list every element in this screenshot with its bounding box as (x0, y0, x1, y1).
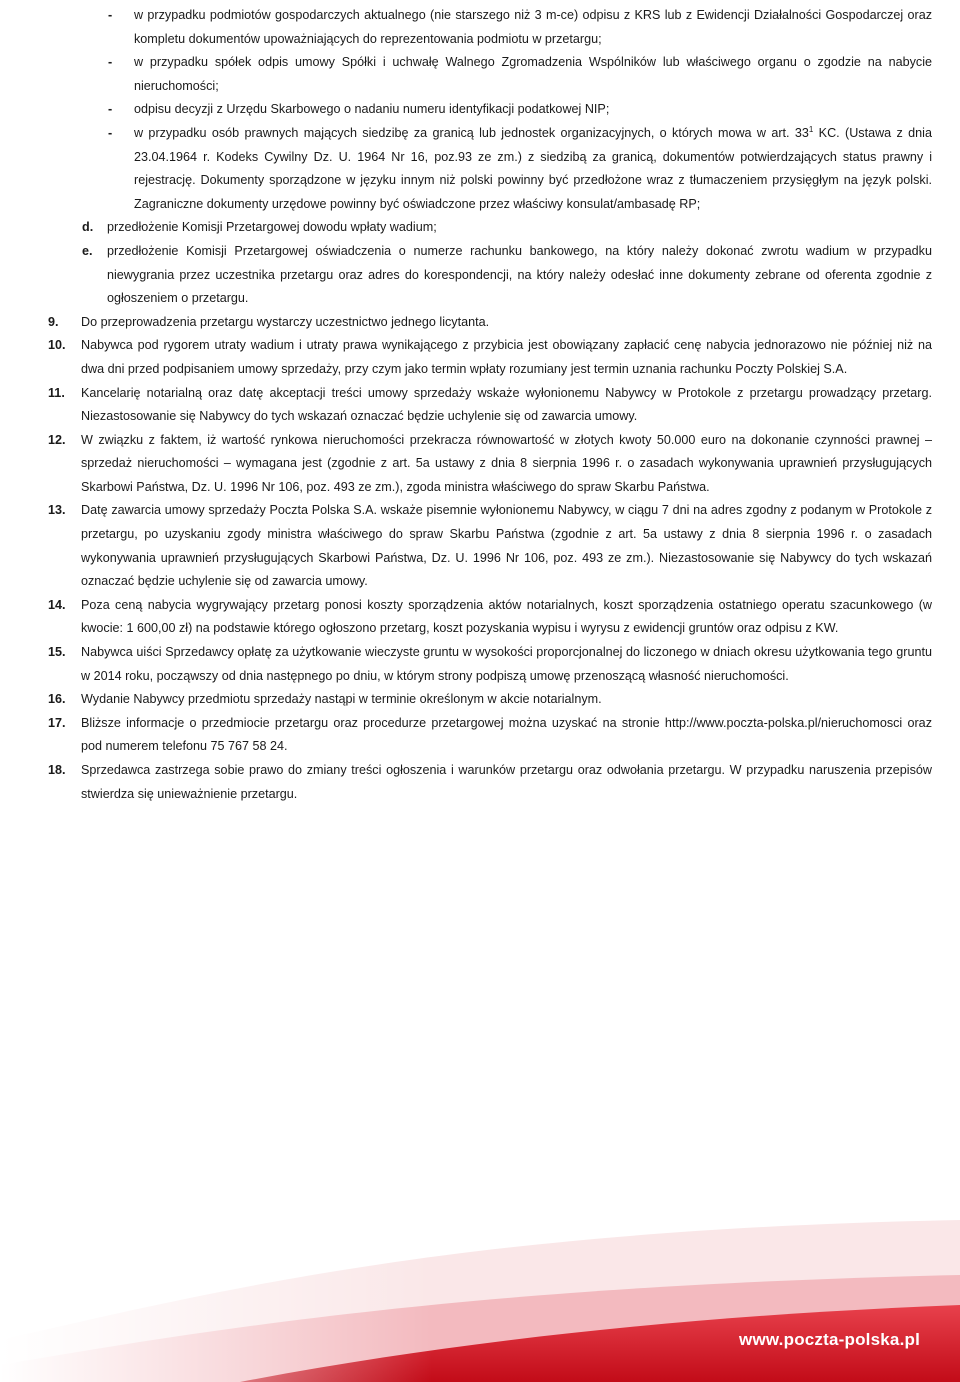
item-number: 18. (48, 763, 66, 777)
list-item-text: w przypadku spółek odpis umowy Spółki i uchwałę Walnego Zgromadzenia Wspólników lub właściwego organu o zgodzie na nabycie nieruchomości; (134, 55, 932, 93)
numbered-item-9 (48, 311, 932, 335)
item-number: 11. (48, 385, 65, 400)
list-item-text-continued: KC. (Ustawa z dnia 23.04.1964 r. Kodeks Cywilny Dz. U. 1964 Nr 16, poz.93 ze zm.) z siedzibą za granicą, dokumentów potwierdzających status prawny i rejestrację. Dokumenty sporządzone w języku innym niż polski powinny być przedłożone wraz z tłumaczeniem przysięgłym na język polski. Zagraniczne dokumenty urzędowe powinny być oświadczone przez właściwy konsulat/ambasadę RP; (134, 125, 932, 211)
numbered-item-10 (48, 334, 932, 381)
list-item (48, 4, 932, 51)
list-item (48, 98, 932, 122)
numbered-item-text: Wydanie Nabywcy przedmiotu sprzedaży nastąpi w terminie określonym w akcie notarialnym. (81, 692, 602, 707)
item-number: 14. (48, 597, 66, 612)
numbered-item-16 (48, 688, 932, 712)
numbered-item-text: Nabywca pod rygorem utraty wadium i utraty prawa wynikającego z przybicia jest obowiązany zapłacić cenę nabycia jednorazowo nie później niż na dwa dni przed podpisaniem umowy sprzedaży, przy czym jako termin wpłaty rozumiany jest termin uznania rachunku Poczty Polskiej S.A. (81, 338, 932, 376)
item-number: 15. (48, 645, 66, 660)
list-marker: - (108, 125, 113, 140)
numbered-item-11 (48, 382, 932, 429)
document-body (48, 4, 932, 806)
lettered-item-text: przedłożenie Komisji Przetargowej oświadczenia o numerze rachunku bankowego, na który należy dokonać zwrotu wadium w przypadku niewygrania przez uczestnika przetargu oraz adres do korespondencji, na który należy odesłać inne dokumenty zebrane od oferenta zgodnie z ogłoszeniem o przetargu. (107, 243, 932, 306)
numbered-item-13 (48, 499, 932, 593)
item-number: 12. (48, 432, 66, 447)
list-item (48, 51, 932, 98)
numbered-item-14 (48, 594, 932, 641)
item-number: 16. (48, 692, 66, 707)
numbered-item-text: Poza ceną nabycia wygrywający przetarg ponosi koszty sporządzenia aktów notarialnych, koszt sporządzenia ostatniego operatu szacunkowego (w kwocie: 1 600,00 zł) na podstawie którego ogłoszono przetarg, koszt pozyskania wypisu i wyrysu z ewidencji gruntów oraz odpisu z KW. (81, 597, 932, 636)
numbered-item-18 (48, 759, 932, 806)
numbered-item-text: Sprzedawca zastrzega sobie prawo do zmiany treści ogłoszenia i warunków przetargu oraz odwołania przetargu. W przypadku naruszenia przepisów stwierdza się unieważnienie przetargu. (81, 763, 932, 801)
numbered-item-15 (48, 641, 932, 688)
numbered-item-12 (48, 429, 932, 500)
footer-swoosh-graphic (0, 1190, 960, 1382)
item-number: 13. (48, 503, 66, 518)
lettered-item (48, 216, 932, 240)
lettered-item-text: przedłożenie Komisji Przetargowej dowodu wpłaty wadium; (107, 220, 437, 235)
page-footer (0, 1190, 960, 1382)
numbered-item-text: Kancelarię notarialną oraz datę akceptacji treści umowy sprzedaży wskaże wyłonionemu Nabywcy w Protokole z przetargu prowadzący przetarg. Niezastosowanie się Nabywcy do tych wskazań oznaczać będzie uchylenie się od zawarcia umowy. (81, 385, 932, 424)
item-number: 17. (48, 715, 66, 730)
list-marker: - (108, 55, 113, 70)
numbered-item-text: Datę zawarcia umowy sprzedaży Poczta Polska S.A. wskaże pisemnie wyłonionemu Nabywcy, w ciągu 7 dni na adres zgodny z podanym w Protokole z przetargu, po uzyskaniu zgody ministra właściwego do spraw Skarbu Państwa (zgodnie z art. 5a ustawy z dnia 8 sierpnia 1996 r. o zasadach wykonywania uprawnień przysługujących Skarbowi Państwa, Dz. U. 1996 Nr 106, poz. 493 ze zm.). Niezastosowanie się Nabywcy do tych wskazań oznaczać będzie uchylenie się od zawarcia umowy. (81, 503, 932, 589)
lettered-item (48, 240, 932, 311)
list-marker: - (108, 102, 113, 117)
item-number: 9. (48, 314, 59, 329)
letter-marker: e. (82, 243, 93, 258)
numbered-item-text: Do przeprowadzenia przetargu wystarczy uczestnictwo jednego licytanta. (81, 314, 490, 329)
list-marker: - (108, 8, 113, 22)
letter-marker: d. (82, 220, 94, 235)
item-number: 10. (48, 338, 66, 353)
numbered-item-text: W związku z faktem, iż wartość rynkowa nieruchomości przekracza równowartość w złotych kwoty 50.000 euro na dokonanie czynności prawnej – sprzedaż nieruchomości – wymagana jest (zgodnie z art. 5a ustawy z dnia 8 sierpnia 1996 r. o zasadach wykonywania uprawnień przysługujących Skarbowi Państwa, Dz. U. 1996 Nr 106, poz. 493 ze zm.), zgoda ministra właściwego do spraw Skarbu Państwa. (81, 432, 932, 494)
footer-url: www.poczta-polska.pl (739, 1330, 920, 1349)
list-item-text: w przypadku podmiotów gospodarczych aktualnego (nie starszego niż 3 m-ce) odpisu z KRS lub z Ewidencji Działalności Gospodarczej oraz kompletu dokumentów upoważniających do reprezentowania podmiotu w przetargu; (134, 8, 932, 46)
numbered-item-text: Bliższe informacje o przedmiocie przetargu oraz procedurze przetargowej można uzyskać na stronie http://www.poczta-polska.pl/nieruchomosci oraz pod numerem telefonu 75 767 58 24. (81, 715, 932, 754)
list-item-text: w przypadku osób prawnych mających siedzibę za granicą lub jednostek organizacyjnych, o których mowa w art. 33 (134, 125, 809, 140)
list-item (48, 122, 932, 216)
numbered-item-17 (48, 712, 932, 759)
superscript: 1 (808, 124, 814, 134)
list-item-text: odpisu decyzji z Urzędu Skarbowego o nadaniu numeru identyfikacji podatkowej NIP; (134, 102, 610, 117)
numbered-item-text: Nabywca uiści Sprzedawcy opłatę za użytkowanie wieczyste gruntu w wysokości proporcjonalnej do liczonego w dniach okresu użytkowania tego gruntu w 2014 roku, począwszy od dnia następnego po dniu, w którym strony podpiszą umowę przenoszącą własność nieruchomości. (81, 645, 932, 683)
